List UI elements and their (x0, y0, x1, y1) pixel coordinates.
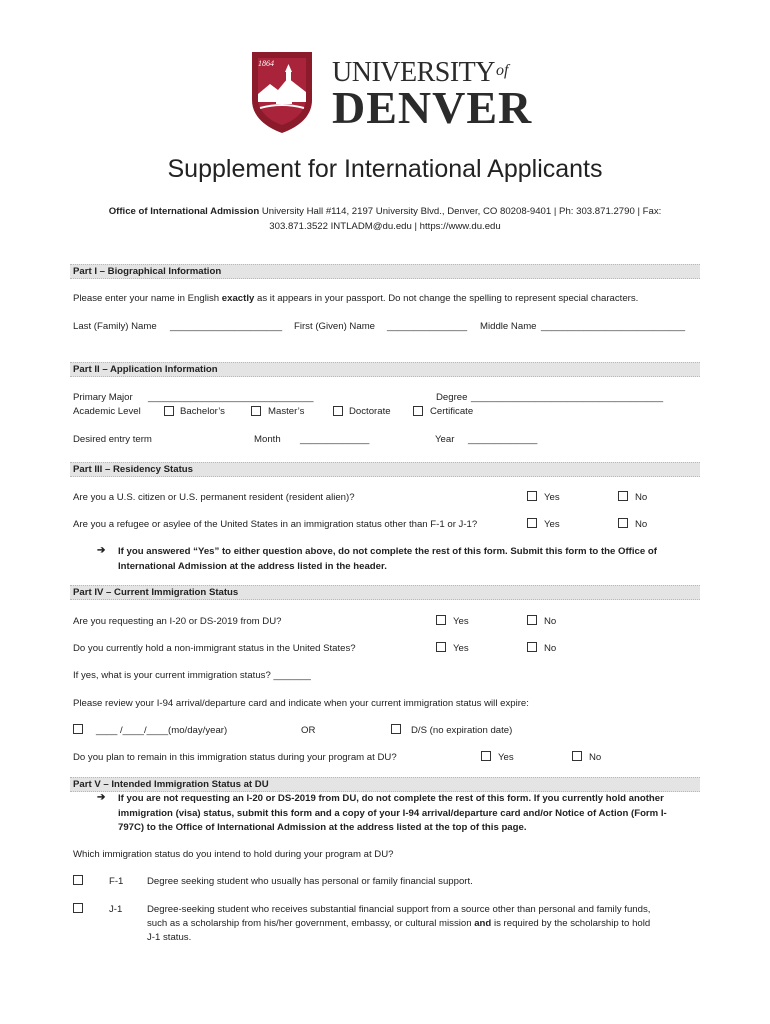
part3-heading: Part III – Residency Status (70, 462, 700, 477)
last-name-label: Last (Family) Name (73, 321, 157, 332)
refugee-question: Are you a refugee or asylee of the United States in an immigration status other than F-1 or J-1? (73, 519, 478, 530)
citizen-no-label: No (635, 492, 648, 503)
nonimmigrant-no-label: No (544, 643, 557, 654)
logo-university: UNIVERSITY (332, 57, 495, 88)
citizen-question: Are you a U.S. citizen or U.S. permanent resident (resident alien)? (73, 492, 355, 503)
j1-checkbox[interactable] (73, 903, 83, 913)
bachelors-checkbox[interactable] (164, 406, 174, 416)
intended-note-line1: If you are not requesting an I-20 or DS-2019 from DU, do not complete the rest of this form. If you currently hold another (118, 793, 664, 804)
logo-denver: DENVER (332, 82, 533, 133)
year-label: Year (435, 434, 455, 445)
j1-description-line2: such as a scholarship from his/her government, embassy, or cultural mission and is required by the scholarship to hold (147, 918, 651, 929)
masters-checkbox[interactable] (251, 406, 261, 416)
arrow-icon: ➔ (97, 545, 106, 556)
citizen-yes-checkbox[interactable] (527, 491, 537, 501)
residency-note-line2: International Admission at the address listed in the header. (118, 561, 387, 572)
f1-description: Degree seeking student who usually has personal or family financial support. (147, 876, 473, 887)
intended-note-line3: 797C) to the Office of International Admission at the address listed at the top of this page. (118, 822, 527, 833)
nonimmigrant-question: Do you currently hold a non-immigrant status in the United States? (73, 643, 356, 654)
name-instructions: Please enter your name in English exactly as it appears in your passport. Do not change the spelling to represent special characters. (73, 293, 639, 304)
office-name: Office of International Admission (108, 206, 260, 217)
first-name-field[interactable]: _______________ (387, 321, 468, 332)
refugee-yes-label: Yes (544, 519, 560, 530)
citizen-yes-label: Yes (544, 492, 560, 503)
desired-entry-label: Desired entry term (73, 434, 152, 445)
remain-no-label: No (589, 752, 602, 763)
middle-name-label: Middle Name (480, 321, 537, 332)
logo-of: of (496, 62, 509, 79)
primary-major-label: Primary Major (73, 392, 133, 403)
month-label: Month (254, 434, 281, 445)
nonimmigrant-yes-label: Yes (453, 643, 469, 654)
intended-note-line2: immigration (visa) status, submit this form and a copy of your I-94 arrival/departure card and/or Notice of Action (Form I- (118, 808, 667, 819)
i20-no-label: No (544, 616, 557, 627)
year-field[interactable]: _____________ (468, 434, 538, 445)
academic-level-label: Academic Level (73, 406, 141, 417)
nonimmigrant-no-checkbox[interactable] (527, 642, 537, 652)
j1-description-line3: J-1 status. (147, 932, 192, 943)
office-address: University Hall #114, 2197 University Blvd., Denver, CO 80208-9401 | Ph: 303.871.2790 | Fax: (259, 206, 662, 217)
degree-field[interactable]: ____________________________________ (471, 392, 664, 403)
page-title: Supplement for International Applicants (167, 155, 603, 183)
current-status-question[interactable]: If yes, what is your current immigration status? _______ (73, 670, 311, 681)
i20-no-checkbox[interactable] (527, 615, 537, 625)
bachelors-label: Bachelor’s (180, 406, 225, 417)
remain-status-question: Do you plan to remain in this immigration status during your program at DU? (73, 752, 397, 763)
university-logo (250, 50, 533, 135)
certificate-label: Certificate (430, 406, 474, 417)
part4-heading: Part IV – Current Immigration Status (70, 585, 700, 600)
ds-label: D/S (no expiration date) (411, 725, 513, 736)
residency-note-line1: If you answered “Yes” to either question above, do not complete the rest of this form. Submit this form to the Office of (118, 546, 657, 557)
f1-checkbox[interactable] (73, 875, 83, 885)
degree-label: Degree (436, 392, 468, 403)
or-label: OR (301, 725, 316, 736)
expiration-date-checkbox[interactable] (73, 724, 83, 734)
doctorate-checkbox[interactable] (333, 406, 343, 416)
office-address-line (0, 206, 770, 218)
middle-name-field[interactable]: ___________________________ (541, 321, 686, 332)
masters-label: Master’s (268, 406, 305, 417)
nonimmigrant-yes-checkbox[interactable] (436, 642, 446, 652)
month-field[interactable]: _____________ (300, 434, 370, 445)
refugee-no-label: No (635, 519, 648, 530)
j1-code: J-1 (109, 904, 123, 915)
first-name-label: First (Given) Name (294, 321, 376, 332)
part5-heading: Part V – Intended Immigration Status at DU (70, 777, 700, 792)
i20-yes-checkbox[interactable] (436, 615, 446, 625)
certificate-checkbox[interactable] (413, 406, 423, 416)
part1-heading: Part I – Biographical Information (70, 264, 700, 279)
citizen-no-checkbox[interactable] (618, 491, 628, 501)
i20-question: Are you requesting an I-20 or DS-2019 from DU? (73, 616, 282, 627)
remain-no-checkbox[interactable] (572, 751, 582, 761)
last-name-field[interactable]: _____________________ (170, 321, 283, 332)
primary-major-field[interactable]: _______________________________ (148, 392, 314, 403)
part2-heading: Part II – Application Information (70, 362, 700, 377)
i20-yes-label: Yes (453, 616, 469, 627)
arrow-icon: ➔ (97, 792, 106, 803)
f1-code: F-1 (109, 876, 124, 887)
refugee-no-checkbox[interactable] (618, 518, 628, 528)
remain-yes-label: Yes (498, 752, 514, 763)
j1-description-line1: Degree-seeking student who receives substantial financial support from a source other than personal and family funds, (147, 904, 651, 915)
doctorate-label: Doctorate (349, 406, 391, 417)
refugee-yes-checkbox[interactable] (527, 518, 537, 528)
remain-yes-checkbox[interactable] (481, 751, 491, 761)
expiration-date-field[interactable]: ____ /____/____(mo/day/year) (96, 725, 228, 736)
office-contact-line: 303.871.3522 INTLADM@du.edu | https://www.du.edu (269, 221, 501, 232)
i94-review-instructions: Please review your I-94 arrival/departure card and indicate when your current immigration status will expire: (73, 698, 529, 709)
logo-year: 1864 (258, 59, 274, 68)
intended-status-question: Which immigration status do you intend to hold during your program at DU? (73, 849, 394, 860)
ds-checkbox[interactable] (391, 724, 401, 734)
